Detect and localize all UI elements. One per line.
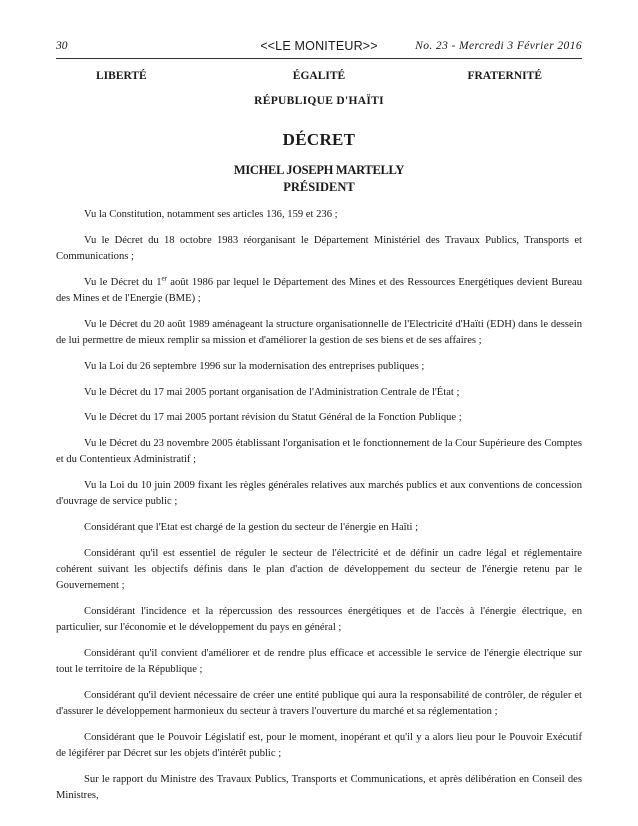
paragraph-vu-decret-2005-administration: Vu le Décret du 17 mai 2005 portant organisation de l'Administration Centrale de l'État ;	[84, 386, 460, 398]
president-name: MICHEL JOSEPH MARTELLY	[233, 163, 405, 177]
paragraph-vu-decret-1983: Vu le Décret du 18 octobre 1983 réorganisant le Département Ministériel des Travaux Publics, Transports et Communications ;	[56, 234, 582, 262]
paragraph-considerant-pouvoir: Considérant que le Pouvoir Législatif est, pour le moment, inopérant et qu'il y a alors lieu pour le Pouvoir Exécutif de légiférer par Décret sur les objets d'intérêt public ;	[56, 732, 582, 760]
paragraph-considerant-reguler: Considérant qu'il est essentiel de réguler le secteur de l'électricité et de définir un cadre légal et réglementaire cohérent suivant les objectifs définis dans le plan d'action de développement du secteur de l'énergie retenu par le Gouvernement ;	[56, 547, 582, 592]
paragraph-vu-constitution: Vu la Constitution, notamment ses articles 136, 159 et 236 ;	[84, 209, 338, 220]
motto-egalite: ÉGALITÉ	[292, 70, 346, 82]
header-divider	[56, 58, 582, 59]
page-number: 30	[56, 40, 68, 52]
ordinal-superscript: er	[161, 274, 167, 283]
page-header	[56, 40, 582, 60]
motto-fraternite: FRATERNITÉ	[467, 70, 542, 82]
paragraph-vu-loi-2009: Vu la Loi du 10 juin 2009 fixant les règles générales relatives aux marchés publics et aux conventions de concession d'ouvrage de service public ;	[56, 480, 582, 508]
paragraph-considerant-etat: Considérant que l'Etat est chargé de la gestion du secteur de l'énergie en Haïti ;	[84, 522, 419, 534]
paragraph-vu-loi-1996: Vu la Loi du 26 septembre 1996 sur la modernisation des entreprises publiques ;	[84, 360, 425, 372]
paragraph-vu-decret-1986	[56, 275, 582, 307]
paragraph-considerant-incidence: Considérant l'incidence et la répercussion des ressources énergétiques et de l'accès à l'énergie électrique, en particulier, sur l'économie et le développement du pays en général ;	[56, 606, 582, 634]
republic-heading: RÉPUBLIQUE D'HAÏTI	[254, 95, 384, 107]
paragraph-sur-rapport: Sur le rapport du Ministre des Travaux Publics, Transports et Communications, et après délibération en Conseil des Ministres,	[56, 774, 582, 802]
paragraph-vu-decret-2005-cour: Vu le Décret du 23 novembre 2005 établissant l'organisation et le fonctionnement de la Cour Supérieure des Comptes et du Contentieux Administratif ;	[56, 438, 582, 466]
president-title: PRÉSIDENT	[283, 180, 355, 194]
paragraph-text: août 1986 par lequel le Département des Mines et des Ressources Energétiques devient Bureau des Mines et de l'Energie (BME) ;	[56, 276, 583, 304]
paragraph-considerant-ameliorer: Considérant qu'il convient d'améliorer et de rendre plus efficace et accessible le service de l'énergie électrique sur tout le territoire de la République ;	[56, 648, 582, 676]
paragraph-considerant-entite: Considérant qu'il devient nécessaire de créer une entité publique qui aura la responsabilité de contrôler, de réguler et d'assurer le développement harmonieux du secteur à travers l'ouverture du marché et sa réglementation ;	[56, 690, 582, 718]
decree-title: DÉCRET	[282, 130, 356, 149]
paragraph-text: Vu le Décret du 1	[84, 276, 162, 288]
issue-date: No. 23 - Mercredi 3 Février 2016	[415, 40, 582, 52]
motto-liberte: LIBERTÉ	[96, 70, 147, 82]
publication-title: <<LE MONITEUR>>	[260, 39, 378, 53]
decree-body	[56, 207, 582, 814]
national-motto	[56, 70, 582, 88]
paragraph-vu-decret-1989: Vu le Décret du 20 août 1989 aménageant la structure organisationnelle de l'Electricité d'Haïti (EDH) dans le dessein de lui permettre de mieux remplir sa mission et d'améliorer la gestion de ses biens et de ses affaires ;	[56, 318, 582, 346]
paragraph-vu-decret-2005-fonction-publique: Vu le Décret du 17 mai 2005 portant révision du Statut Général de la Fonction Publique ;	[84, 412, 462, 424]
